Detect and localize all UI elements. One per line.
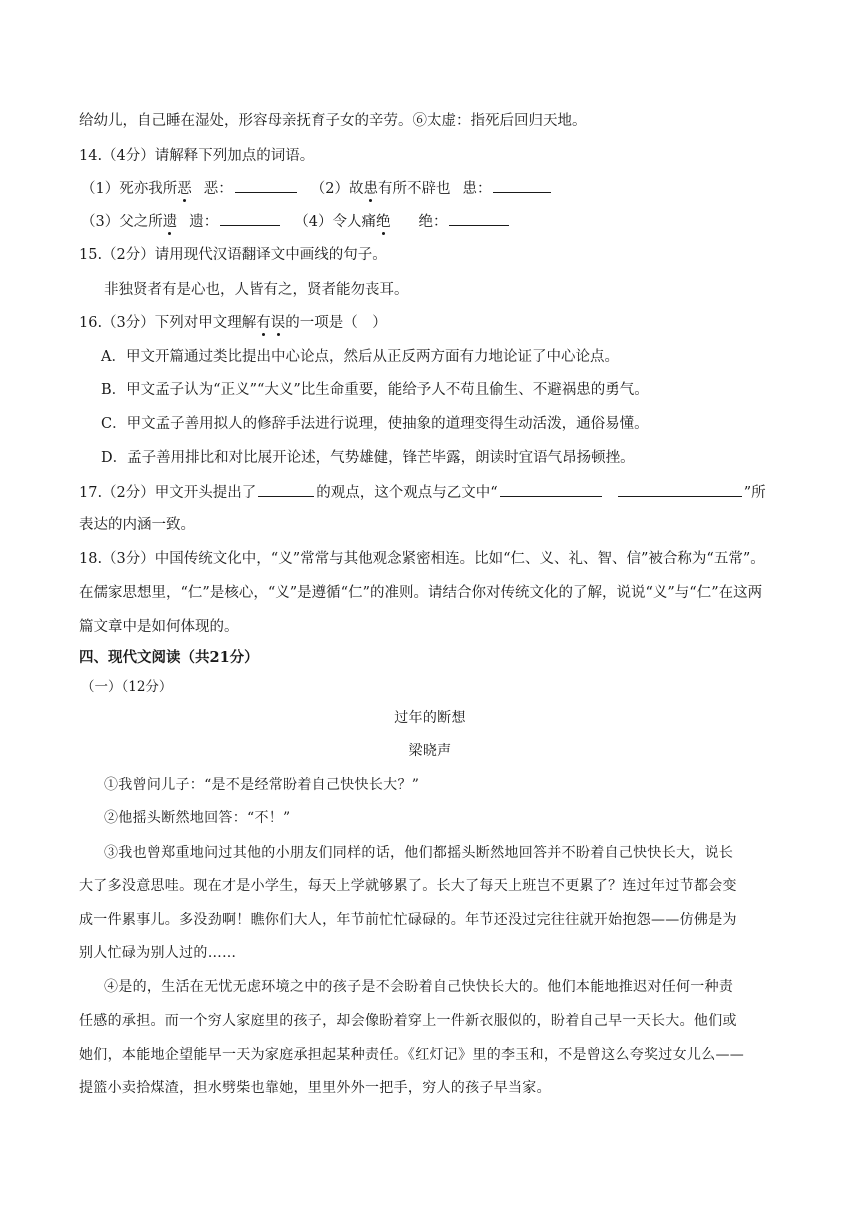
q18-line3: 篇文章中是如何体现的。	[79, 619, 239, 635]
q14-item4-dot: 绝	[375, 214, 391, 230]
q16-title-dot2: 误	[270, 315, 286, 331]
q14-item2-dot: 患	[363, 181, 378, 197]
q14-item2-label: 患：	[462, 181, 492, 197]
essay-title: 过年的断想	[394, 710, 466, 726]
essay-p4-line3: 她们，本能地企望能早一天为家庭承担起某种责任。《红灯记》里的李玉和，不是曾这么夸奖过女儿么——	[79, 1047, 745, 1063]
q14-item1-prefix: （1）死亦我所	[81, 181, 178, 197]
essay-p4-line1: ④是的，生活在无忧无虑环境之中的孩子是不会盼着自己快快长大的。他们本能地推迟对任何一种责	[104, 979, 734, 995]
q14-item1-label: 恶：	[203, 181, 233, 197]
essay-p4-line4: 提篮小卖拾煤渣，担水劈柴也靠她，里里外外一把手，穷人的孩子早当家。	[79, 1080, 551, 1096]
essay-p3-line3: 成一件累事儿。多没劲啊！瞧你们大人，年节前忙忙碌碌的。年节还没过完往往就开始抱怨——仿佛是为	[79, 912, 737, 928]
q16-option-b[interactable]: B．甲文孟子认为“正义”“大义”比生命重要，能给予人不苟且偷生、不避祸患的勇气。	[101, 382, 649, 398]
q14-item3-prefix: （3）父之所	[81, 214, 163, 230]
q16-title	[79, 313, 387, 333]
section4-heading: 四、现代文阅读（共21分）	[79, 649, 259, 666]
essay-p3-line1: ③我也曾郑重地问过其他的小朋友们同样的话，他们都摇头断然地回答并不盼着自己快快长大，说长	[104, 845, 734, 861]
q18-line2: 在儒家思想里，“仁”是核心，“义”是遵循“仁”的准则。请结合你对传统文化的了解，说说“义”与“仁”在这两	[79, 585, 763, 601]
q14-item1-dot: 恶	[177, 181, 192, 197]
q16-option-a[interactable]: A．甲文开篇通过类比提出中心论点，然后从正反两方面有力地论证了中心论点。	[101, 349, 619, 365]
q14-row2	[81, 211, 511, 232]
q16-option-d[interactable]: D．孟子善用排比和对比展开论述，气势雄健，锋芒毕露，朗读时宜语气昂扬顿挫。	[101, 450, 635, 466]
q14-item3-blank[interactable]	[220, 211, 280, 226]
q15-sentence: 非独贤者有是心也，人皆有之，贤者能勿丧耳。	[104, 282, 409, 298]
q14-item2-blank[interactable]	[493, 178, 551, 193]
essay-p4-line2: 任感的承担。而一个穷人家庭里的孩子，却会像盼着穿上一件新衣服似的，盼着自己早一天长大。他们或	[79, 1013, 737, 1029]
q16-option-c[interactable]: C．甲文孟子善用拟人的修辞手法进行说理，使抽象的道理变得生动活泼，通俗易懂。	[101, 416, 649, 432]
q16-title-suffix: 的一项是（ ）	[285, 315, 387, 331]
q16-title-prefix: 16.（3分）下列对甲文理解	[79, 315, 257, 331]
q18-line1: 18.（3分）中国传统文化中，“义”常常与其他观念紧密相连。比如“仁、义、礼、智、信”被合称为“五常”。	[79, 551, 765, 567]
essay-author: 梁晓声	[408, 743, 452, 759]
q15-title: 15.（2分）请用现代汉语翻译文中画线的句子。	[79, 247, 387, 263]
q14-item4-label: 绝：	[418, 214, 448, 230]
q14-item2-rest: 有所不辟也	[377, 181, 451, 197]
essay-p3-line4: 别人忙碌为别人过的……	[79, 945, 237, 961]
q14-item1-blank[interactable]	[235, 178, 297, 193]
q17-suffix: ”所	[743, 485, 766, 501]
q14-item3-dot: 遗	[162, 214, 178, 230]
q14-item3-label: 遗：	[189, 214, 219, 230]
q17-prefix: 17.（2分）甲文开头提出了	[79, 485, 257, 501]
q17-middle: 的观点，这个观点与乙文中“	[316, 485, 498, 501]
q16-title-dot1: 有	[256, 315, 271, 331]
q14-row1	[81, 178, 553, 199]
q14-item4-prefix: （4）令人痛	[294, 214, 376, 230]
q17-blank2[interactable]	[500, 482, 602, 497]
q17-line2: 表达的内涵一致。	[79, 517, 195, 533]
essay-p1: ①我曾问儿子：“是不是经常盼着自己快快长大？”	[104, 777, 420, 793]
q14-title: 14.（4分）请解释下列加点的词语。	[79, 148, 315, 164]
section4-sub: （一）（12分）	[81, 679, 173, 695]
essay-p2: ②他摇头断然地回答：“不！”	[104, 810, 291, 826]
q17-blank1[interactable]	[258, 482, 314, 497]
q14-item2-prefix: （2）故	[310, 181, 364, 197]
q17-line1	[79, 482, 766, 503]
note-line: 给幼儿，自己睡在湿处，形容母亲抚育子女的辛劳。⑥太虚：指死后回归天地。	[79, 113, 587, 129]
q14-item4-blank[interactable]	[449, 211, 509, 226]
q17-blank3[interactable]	[618, 482, 742, 497]
essay-p3-line2: 大了多没意思哇。现在才是小学生，每天上学就够累了。长大了每天上班岂不更累了？连过年过节都会变	[79, 878, 737, 894]
